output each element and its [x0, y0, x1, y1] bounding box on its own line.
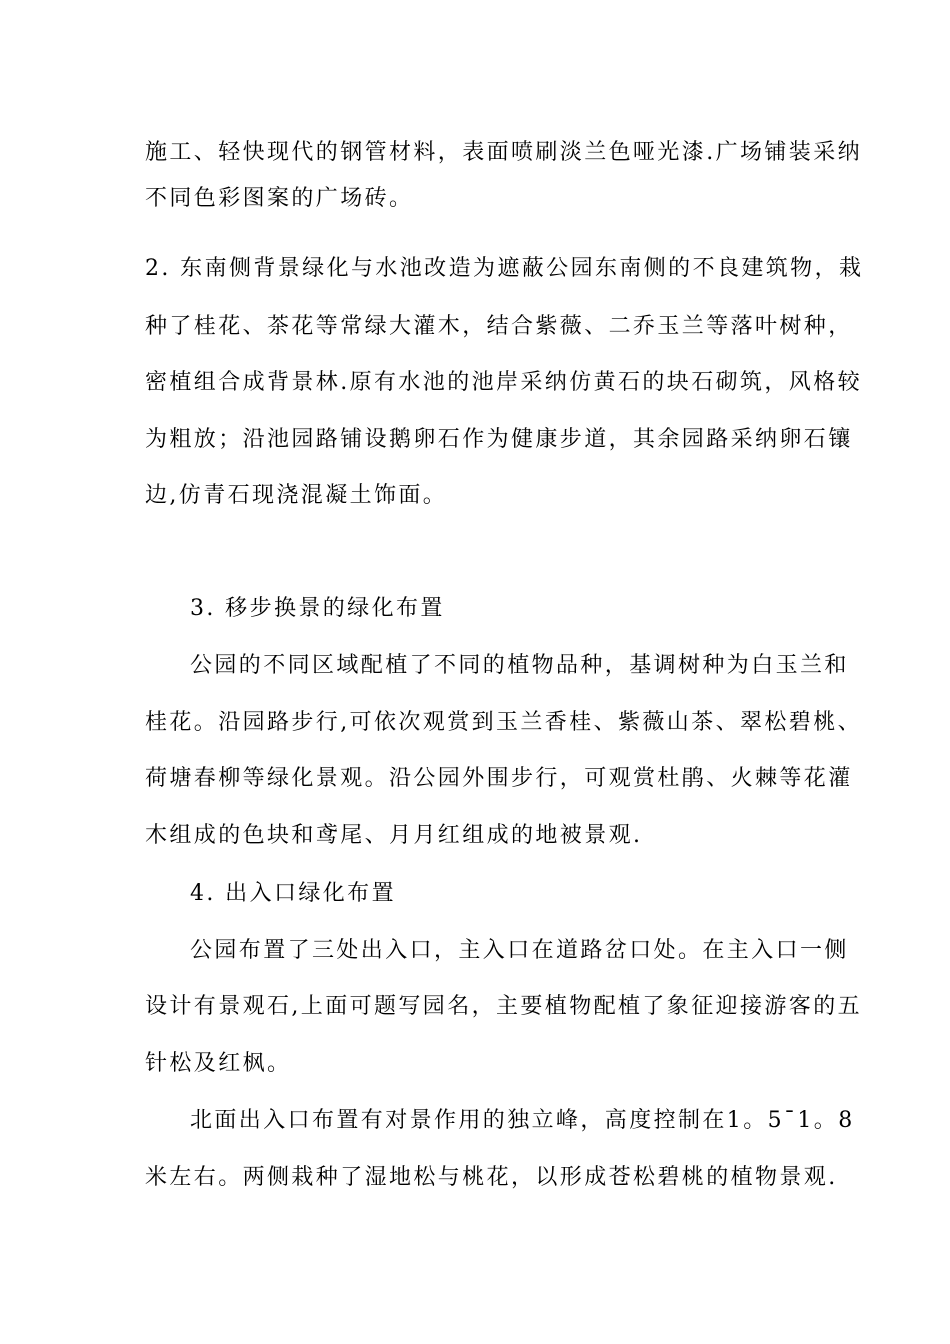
- text-line: 木组成的色块和鸢尾、月月红组成的地被景观.: [145, 823, 643, 848]
- section-4-heading: 4. 出入口绿化布置: [190, 881, 396, 906]
- section-2-first-line: 2. 东南侧背景绿化与水池改造为遮蔽公园东南侧的不良建筑物，栽: [145, 256, 864, 281]
- text-line: 桂花。沿园路步行,可依次观赏到玉兰香桂、紫薇山茶、翠松碧桃、: [145, 710, 862, 735]
- text-line: 施工、轻快现代的钢管材料，表面喷刷淡兰色哑光漆.广场铺装采纳: [145, 140, 862, 165]
- text-line: 为粗放；沿池园路铺设鹅卵石作为健康步道，其余园路采纳卵石镶: [145, 427, 853, 452]
- text-line: 边,仿青石现浇混凝土饰面。: [145, 483, 448, 508]
- text-line: 米左右。两侧栽种了湿地松与桃花，以形成苍松碧桃的植物景观.: [145, 1165, 838, 1190]
- text-line: 不同色彩图案的广场砖。: [145, 186, 414, 211]
- paragraph-first-line: 公园布置了三处出入口，主入口在道路岔口处。在主入口一侧: [190, 938, 849, 963]
- text-line: 密植组合成背景林.原有水池的池岸采纳仿黄石的块石砌筑，风格较: [145, 370, 862, 395]
- text-line: 种了桂花、茶花等常绿大灌木，结合紫薇、二乔玉兰等落叶树种，: [145, 314, 853, 339]
- section-3-heading: 3. 移步换景的绿化布置: [190, 596, 445, 621]
- paragraph-first-line: 公园的不同区域配植了不同的植物品种，基调树种为白玉兰和: [190, 653, 849, 678]
- text-line: 荷塘春柳等绿化景观。沿公园外围步行，可观赏杜鹃、火棘等花灌: [145, 766, 853, 791]
- paragraph-first-line: 北面出入口布置有对景作用的独立峰，高度控制在1。5¯1。8: [190, 1108, 855, 1133]
- text-line: 设计有景观石,上面可题写园名，主要植物配植了象征迎接游客的五: [145, 994, 862, 1019]
- text-line: 针松及红枫。: [145, 1051, 292, 1076]
